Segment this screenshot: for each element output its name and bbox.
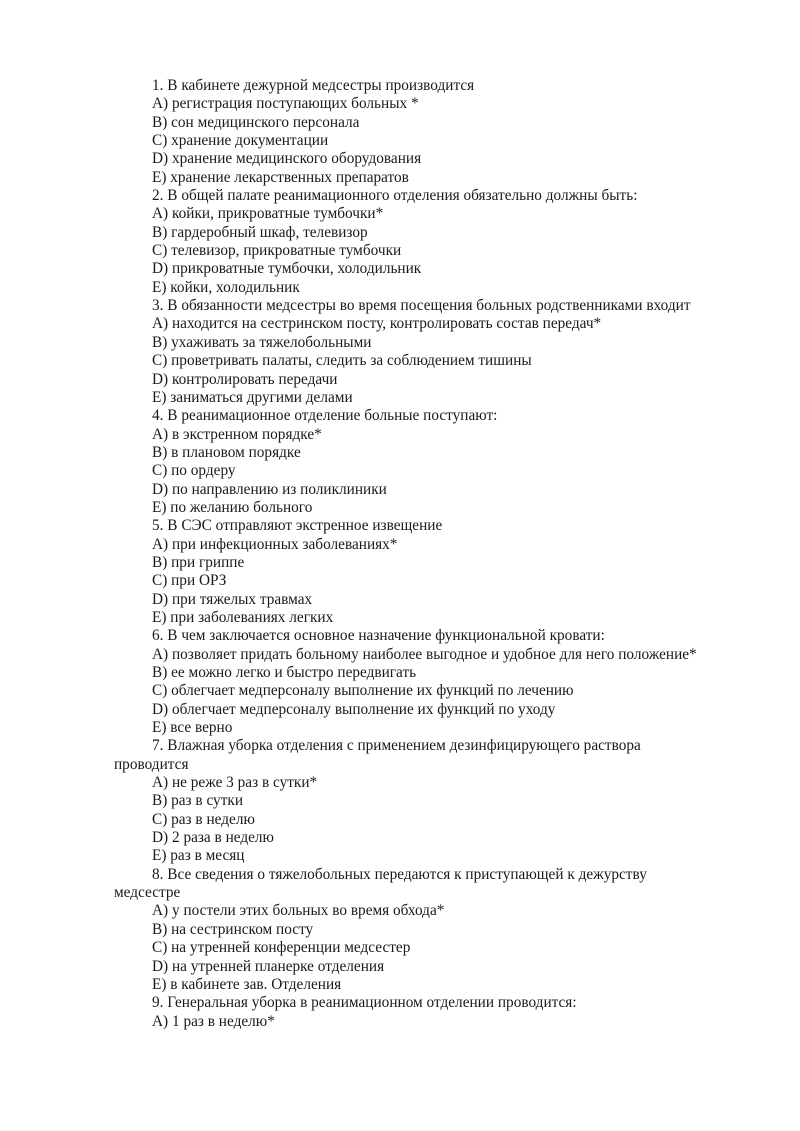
question-6 xyxy=(114,627,754,737)
answer-option: А) у постели этих больных во время обхода* xyxy=(152,902,445,920)
question-list xyxy=(114,77,754,1031)
answer-option: D) по направлению из поликлиники xyxy=(152,480,387,498)
answer-option: В) при гриппе xyxy=(152,553,245,571)
question-5 xyxy=(114,517,754,627)
answer-option: Е) при заболеваниях легких xyxy=(152,608,334,626)
answer-option: А) регистрация поступающих больных * xyxy=(152,95,419,113)
question-1 xyxy=(114,77,754,187)
question-text: 4. В реанимационное отделение больные поступают: xyxy=(152,407,498,425)
question-text: 6. В чем заключается основное назначение функциональной кровати: xyxy=(152,627,605,645)
question-text: 7. Влажная уборка отделения с применением дезинфицирующего раствора xyxy=(152,737,641,755)
answer-option: С) облегчает медперсоналу выполнение их функций по лечению xyxy=(152,682,574,700)
answer-option: D) 2 раза в неделю xyxy=(152,829,274,847)
answer-option: В) ухаживать за тяжелобольными xyxy=(152,333,372,351)
question-9 xyxy=(114,994,754,1031)
answer-option: Е) по желанию больного xyxy=(152,498,313,516)
answer-option: А) 1 раз в неделю* xyxy=(152,1012,275,1030)
answer-option: А) находится на сестринском посту, контролировать состав передач* xyxy=(152,315,602,333)
answer-option: D) облегчает медперсоналу выполнение их функций по уходу xyxy=(152,700,556,718)
answer-option: С) на утренней конференции медсестер xyxy=(152,939,411,957)
answer-option: В) на сестринском посту xyxy=(152,920,314,938)
question-text: 1. В кабинете дежурной медсестры производится xyxy=(152,77,475,94)
answer-option: Е) заниматься другими делами xyxy=(152,388,353,406)
answer-option: А) койки, прикроватные тумбочки* xyxy=(152,205,384,223)
answer-option: Е) койки, холодильник xyxy=(152,278,300,296)
question-text: 3. В обязанности медсестры во время посещения больных родственниками входит xyxy=(152,297,691,315)
answer-option: D) контролировать передачи xyxy=(152,370,338,388)
question-4 xyxy=(114,407,754,517)
answer-option: D) хранение медицинского оборудования xyxy=(152,150,422,168)
question-8 xyxy=(114,866,754,994)
answer-option: А) не реже 3 раз в сутки* xyxy=(152,774,318,792)
answer-option: С) раз в неделю xyxy=(152,810,255,828)
question-text: 2. В общей палате реанимационного отделения обязательно должны быть: xyxy=(152,187,638,205)
question-text: 9. Генеральная уборка в реанимационном отделении проводится: xyxy=(152,994,577,1012)
question-text-continuation: проводится xyxy=(114,755,189,773)
answer-option: А) при инфекционных заболеваниях* xyxy=(152,535,398,553)
answer-option: Е) хранение лекарственных препаратов xyxy=(152,168,409,186)
question-text: 8. Все сведения о тяжелобольных передаются к приступающей к дежурству xyxy=(152,865,647,883)
answer-option: С) по ордеру xyxy=(152,462,236,480)
answer-option: Е) все верно xyxy=(152,719,233,737)
answer-option: С) проветривать палаты, следить за соблюдением тишины xyxy=(152,352,532,370)
question-2 xyxy=(114,187,754,297)
answer-option: D) на утренней планерке отделения xyxy=(152,957,385,975)
answer-option: Е) в кабинете зав. Отделения xyxy=(152,975,342,993)
answer-option: Е) раз в месяц xyxy=(152,847,245,865)
answer-option: В) сон медицинского персонала xyxy=(152,113,360,131)
answer-option: С) хранение документации xyxy=(152,132,329,150)
answer-option: С) телевизор, прикроватные тумбочки xyxy=(152,242,402,260)
answer-option: В) ее можно легко и быстро передвигать xyxy=(152,664,417,681)
answer-option: В) раз в сутки xyxy=(152,792,244,810)
question-text: 5. В СЭС отправляют экстренное извещение xyxy=(152,517,443,535)
question-3 xyxy=(114,297,754,407)
answer-option: В) в плановом порядке xyxy=(152,443,301,461)
answer-option: А) в экстренном порядке* xyxy=(152,425,322,443)
answer-option: D) прикроватные тумбочки, холодильник xyxy=(152,260,422,278)
question-text-continuation: медсестре xyxy=(114,884,181,902)
answer-option: D) при тяжелых травмах xyxy=(152,590,313,608)
answer-option: А) позволяет придать больному наиболее выгодное и удобное для него положение* xyxy=(152,645,697,663)
answer-option: С) при ОРЗ xyxy=(152,572,227,590)
question-7 xyxy=(114,737,754,865)
answer-option: В) гардеробный шкаф, телевизор xyxy=(152,223,368,241)
